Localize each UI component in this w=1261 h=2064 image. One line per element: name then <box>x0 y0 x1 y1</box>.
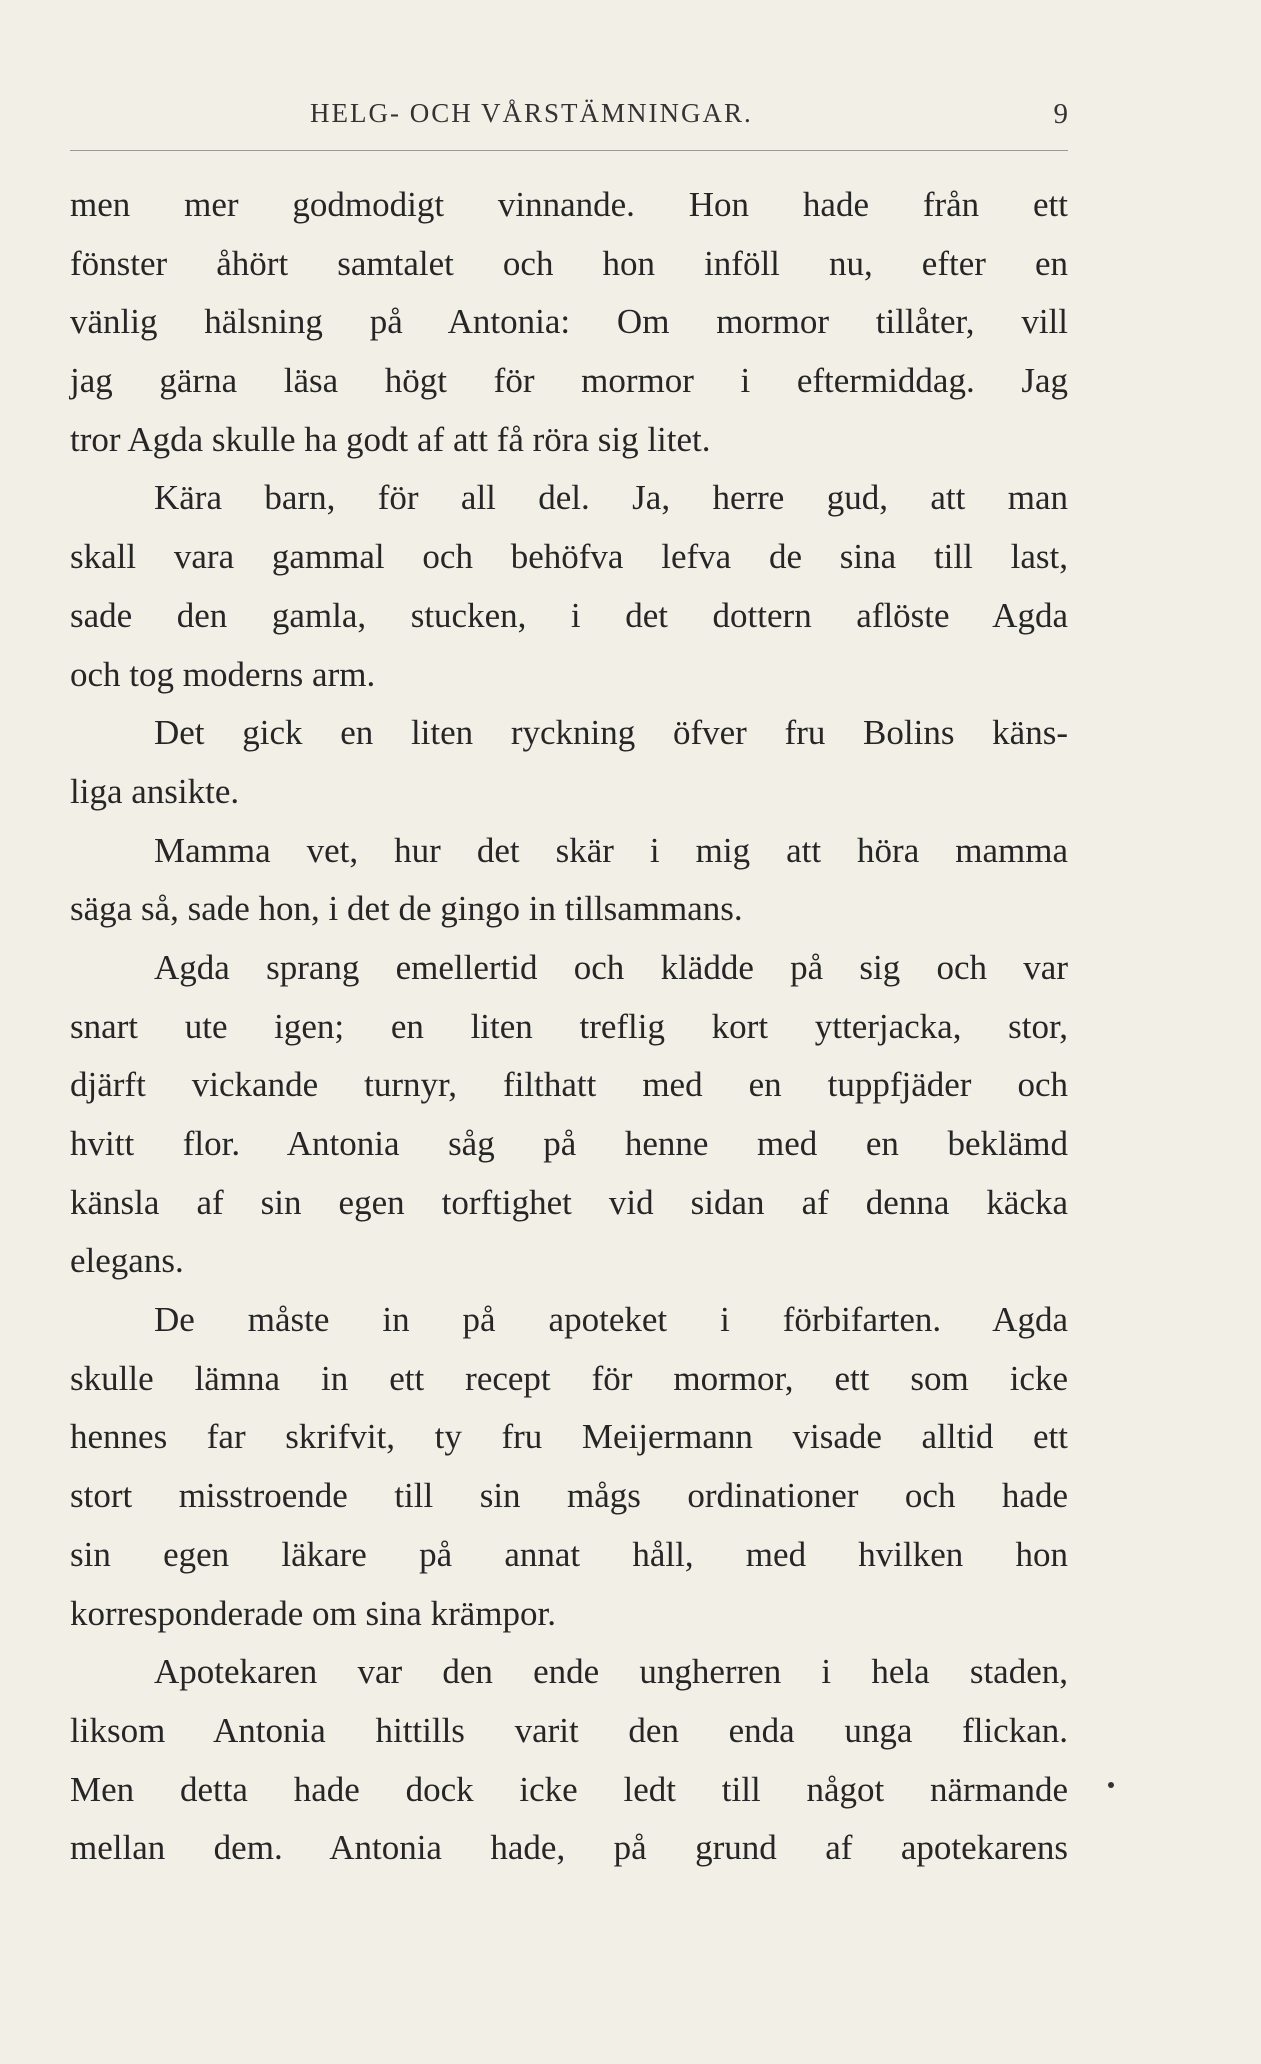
text-line: Mamma vet, hur det skär i mig att höra mamma <box>154 830 1068 870</box>
text-line: jag gärna läsa högt för mormor i eftermiddag. Jag <box>70 361 1068 401</box>
text-line: liga ansikte. <box>70 771 240 811</box>
text-line: fönster åhört samtalet och hon inföll nu, efter en <box>70 243 1068 283</box>
text-line: Agda sprang emellertid och klädde på sig och var <box>154 947 1068 987</box>
text-line: känsla af sin egen torftighet vid sidan af denna käcka <box>70 1182 1068 1222</box>
text-line: De måste in på apoteket i förbifarten. Agda <box>154 1300 1068 1340</box>
text-line: tror Agda skulle ha godt af att få röra sig litet. <box>70 419 711 459</box>
text-line: liksom Antonia hittills varit den enda unga flickan. <box>70 1710 1068 1750</box>
text-line: djärft vickande turnyr, filthatt med en tuppfjäder och <box>70 1065 1068 1105</box>
text-line: Men detta hade dock icke ledt till något närmande <box>70 1769 1068 1809</box>
text-line: och tog moderns arm. <box>70 654 376 694</box>
text-line: skall vara gammal och behöfva lefva de sina till last, <box>70 537 1068 577</box>
text-line: mellan dem. Antonia hade, på grund af apotekarens <box>70 1828 1068 1868</box>
header-rule <box>70 150 1068 151</box>
text-line: säga så, sade hon, i det de gingo in tillsammans. <box>70 889 743 929</box>
text-line: Apotekaren var den ende ungherren i hela staden, <box>154 1652 1068 1692</box>
text-line: hvitt flor. Antonia såg på henne med en beklämd <box>70 1124 1068 1163</box>
text-line: Kära barn, för all del. Ja, herre gud, att man <box>154 478 1068 518</box>
text-line: korresponderade om sina krämpor. <box>70 1593 556 1633</box>
text-line: sade den gamla, stucken, i det dottern aflöste Agda <box>70 595 1068 635</box>
page-number: 9 <box>1053 98 1068 130</box>
text-line: snart ute igen; en liten treflig kort ytterjacka, stor, <box>70 1006 1068 1046</box>
text-line: stort misstroende till sin mågs ordinationer och hade <box>70 1476 1068 1516</box>
text-line: skulle lämna in ett recept för mormor, ett som icke <box>70 1358 1068 1398</box>
text-line: hennes far skrifvit, ty fru Meijermann visade alltid ett <box>70 1417 1068 1457</box>
text-line: men mer godmodigt vinnande. Hon hade från ett <box>70 185 1068 224</box>
body-text <box>70 176 1068 1878</box>
text-line: Det gick en liten ryckning öfver fru Bolins käns- <box>154 713 1068 753</box>
page-header <box>70 98 1068 144</box>
margin-mark <box>1108 1782 1114 1788</box>
text-line: sin egen läkare på annat håll, med hvilken hon <box>70 1534 1068 1574</box>
running-title: HELG- OCH VÅRSTÄMNINGAR. <box>310 98 753 128</box>
text-line: vänlig hälsning på Antonia: Om mormor tillåter, vill <box>70 302 1068 342</box>
text-line: elegans. <box>70 1241 184 1281</box>
